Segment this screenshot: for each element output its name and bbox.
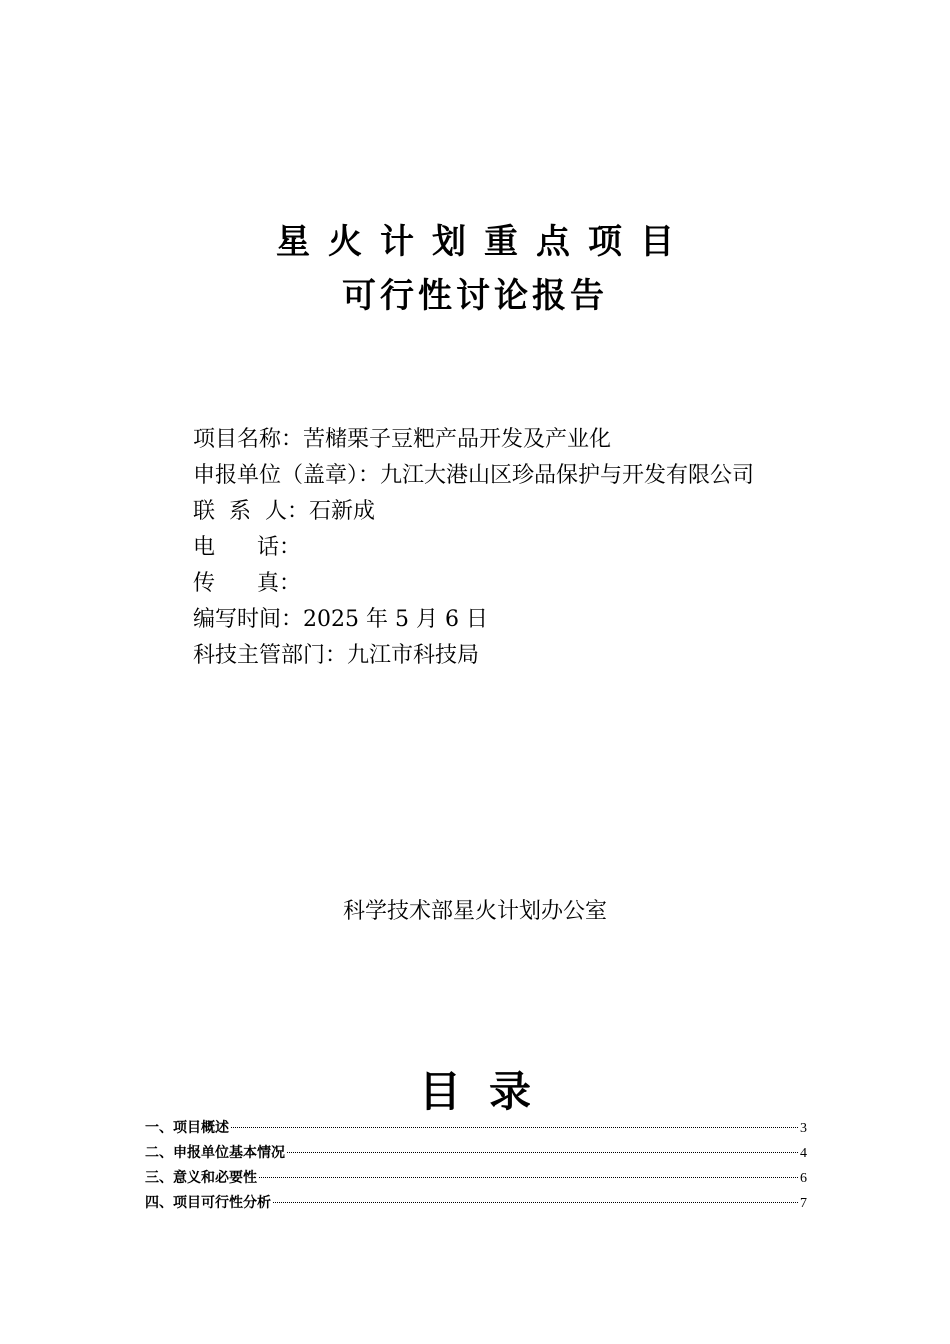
toc-entry-page[interactable]: 3 — [800, 1121, 807, 1136]
toc-title: 目录 — [418, 1067, 559, 1116]
toc-entry[interactable] — [145, 1166, 807, 1191]
info-authority — [145, 638, 815, 674]
toc-entry-page[interactable]: 6 — [800, 1171, 807, 1186]
toc-entry-label[interactable]: 一、项目概述 — [145, 1120, 229, 1136]
info-fax — [145, 566, 815, 602]
project-info-block — [145, 422, 815, 674]
info-applicant — [145, 458, 815, 494]
toc-entry-page[interactable]: 4 — [800, 1146, 807, 1161]
info-label: 项目名称： — [193, 427, 304, 452]
toc-entry-label[interactable]: 四、项目可行性分析 — [145, 1195, 271, 1211]
table-of-contents — [145, 1116, 807, 1216]
info-value: 九江大港山区珍品保护与开发有限公司 — [380, 463, 755, 488]
info-label: 传 真： — [193, 571, 301, 596]
toc-leader-dots — [231, 1127, 798, 1128]
info-label: 申报单位（盖章）： — [193, 463, 381, 488]
info-phone — [145, 530, 815, 566]
info-value: 石新成 — [308, 499, 375, 524]
toc-entry[interactable] — [145, 1191, 807, 1216]
info-label: 科技主管部门： — [193, 643, 348, 668]
report-title-line-2: 可行性讨论报告 — [342, 276, 608, 316]
info-label: 电 话： — [193, 535, 301, 560]
info-value: 苦槠栗子豆粑产品开发及产业化 — [303, 427, 612, 452]
toc-entry-label[interactable]: 二、申报单位基本情况 — [145, 1145, 285, 1161]
toc-entry[interactable] — [145, 1141, 807, 1166]
issuing-office: 科学技术部星火计划办公室 — [342, 899, 607, 924]
report-title-line-1: 星火计划重点项目 — [276, 222, 692, 262]
info-value: 九江市科技局 — [347, 643, 480, 668]
toc-leader-dots — [287, 1152, 798, 1153]
toc-entry-label[interactable]: 三、意义和必要性 — [145, 1170, 257, 1186]
toc-leader-dots — [273, 1202, 798, 1203]
toc-leader-dots — [259, 1177, 798, 1178]
info-label: 联 系 人： — [193, 499, 309, 524]
info-value: 2025 年 5 月 6 日 — [303, 607, 488, 632]
info-label: 编写时间： — [193, 607, 304, 632]
info-contact — [145, 494, 815, 530]
info-project-name — [145, 422, 815, 458]
toc-entry-page[interactable]: 7 — [800, 1196, 807, 1211]
toc-entry[interactable] — [145, 1116, 807, 1141]
info-date — [145, 602, 815, 638]
